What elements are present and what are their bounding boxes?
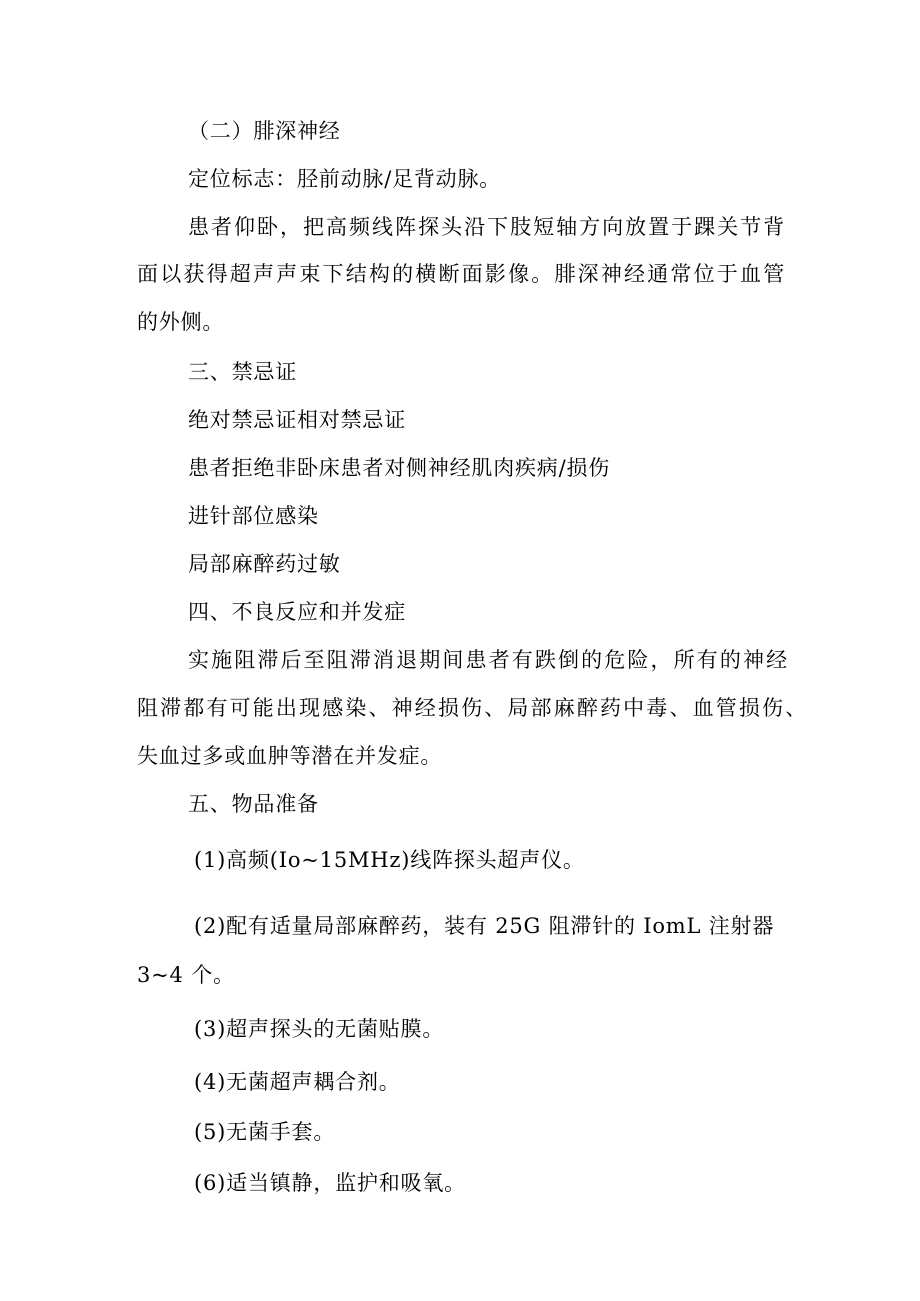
complications-heading: 四、不良反应和并发症 [188,600,406,624]
landmark-paragraph: 定位标志：胫前动脉/足背动脉。 [188,167,502,191]
section-heading-deep-peroneal-nerve: （二）腓深神经 [188,119,341,143]
complications-paragraph-line-1: 实施阻滞后至阻滞消退期间患者有跌倒的危险，所有的神经 [188,648,788,672]
supply-item: (5)无菌手套。 [194,1120,336,1144]
supply-item-continuation: 3~4 个。 [137,963,235,987]
procedure-paragraph-line-1: 患者仰卧，把高频线阵探头沿下肢短轴方向放置于踝关节背 [188,215,785,239]
supplies-heading: 五、物品准备 [188,792,319,816]
complications-paragraph-line-2: 阻滞都有可能出现感染、神经损伤、局部麻醉药中毒、血管损伤、 [137,696,807,720]
supply-item: (4)无菌超声耦合剂。 [194,1070,401,1094]
supply-item: (2)配有适量局部麻醉药，装有 25G 阻滞针的 IomL 注射器 [194,914,775,938]
procedure-paragraph-line-2: 面以获得超声声束下结构的横断面影像。腓深神经通常位于血管 [137,262,785,286]
supply-item: (1)高频(Io~15MHz)线阵探头超声仪。 [194,848,585,872]
supply-item: (6)适当镇静，监护和吸氧。 [194,1171,466,1195]
complications-paragraph-line-3: 失血过多或血肿等潜在并发症。 [137,744,443,768]
supply-item: (3)超声探头的无菌贴膜。 [194,1017,445,1041]
contraindication-item: 患者拒绝非卧床患者对侧神经肌肉疾病/损伤 [188,456,611,480]
procedure-paragraph-line-3: 的外侧。 [137,310,225,334]
contraindication-types: 绝对禁忌证相对禁忌证 [188,408,406,432]
contraindication-item: 进针部位感染 [188,504,319,528]
contraindication-item: 局部麻醉药过敏 [188,552,341,576]
contraindications-heading: 三、禁忌证 [188,360,297,384]
